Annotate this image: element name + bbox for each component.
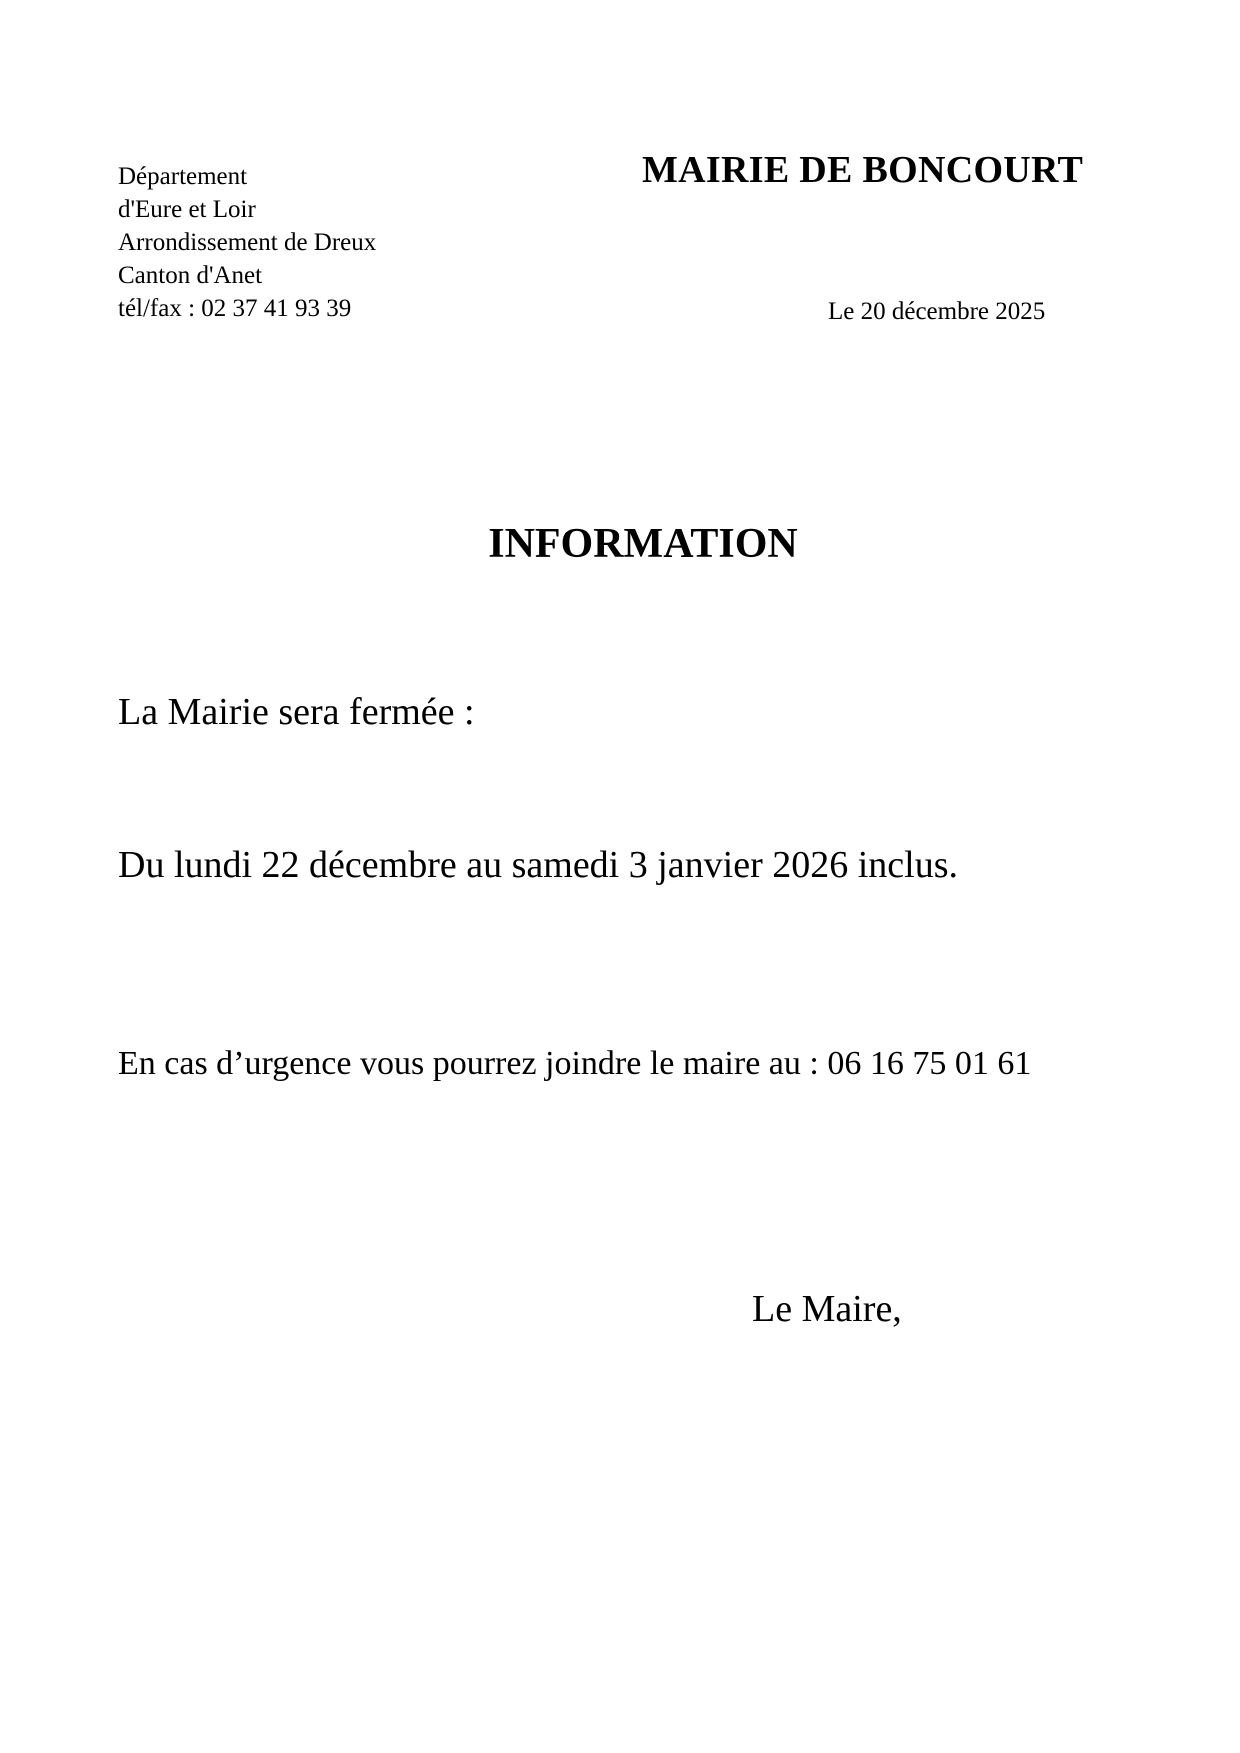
arrondissement-line: Arrondissement de Dreux [118, 229, 377, 256]
mairie-title: MAIRIE DE BONCOURT [642, 149, 1084, 191]
emergency-contact: En cas d’urgence vous pourrez joindre le maire au : 06 16 75 01 61 [118, 1045, 1032, 1082]
closure-dates: Du lundi 22 décembre au samedi 3 janvier 2026 inclus. [118, 844, 959, 886]
department-line: Département [118, 163, 248, 190]
letter-date: Le 20 décembre 2025 [828, 298, 1046, 325]
department-address-block [118, 160, 376, 325]
canton-line: Canton d'Anet [118, 262, 263, 289]
phone-fax-line: tél/fax : 02 37 41 93 39 [118, 295, 352, 322]
signature: Le Maire, [752, 1288, 902, 1330]
department-name-line: d'Eure et Loir [118, 196, 256, 223]
closure-intro: La Mairie sera fermée : [118, 691, 475, 733]
information-heading: INFORMATION [488, 521, 798, 567]
